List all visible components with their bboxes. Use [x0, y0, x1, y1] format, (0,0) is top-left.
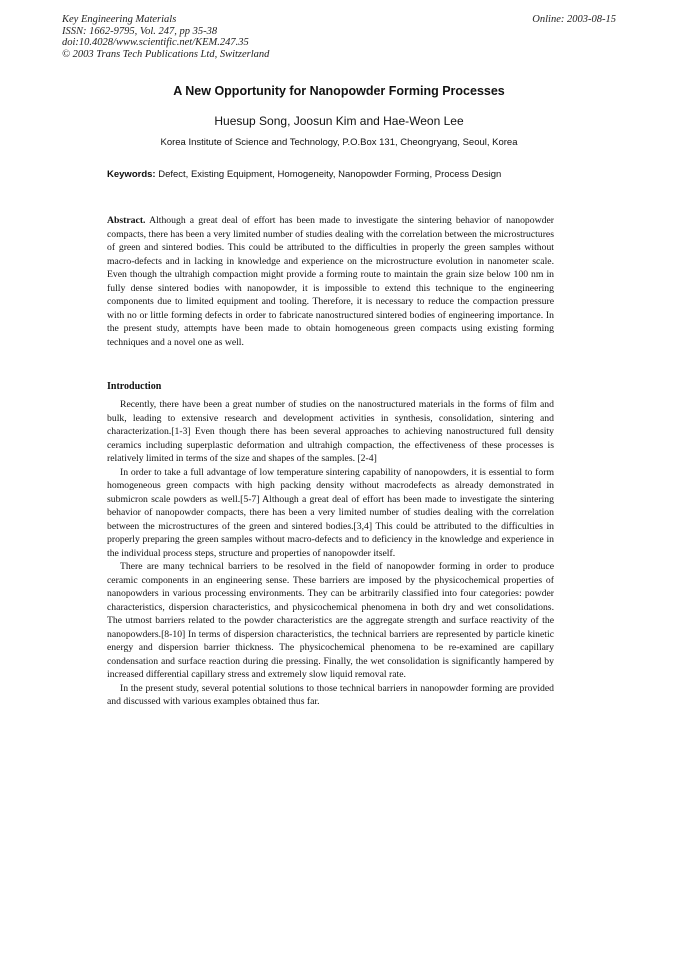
- abstract-text: Although a great deal of effort has been made to investigate the sintering behavior of nanopowder compacts, there has been a very limited number of studies dealing with the correlation between the microstructures of green and sintered bodies. This could be attributed to the difficulties in properly the green samples without macro-defects and in lacking in knowledge and experience on the microstructure evolution in nanometer scale. Even though the ultrahigh compaction might provide a forming route to maintain the grain size below 100 nm in fully dense sintered bodies with nanopowder, it is impossible to extend this technique to the engineering components due to limited equipment and tooling. Therefore, it is necessary to reduce the compaction pressure with no or little forming defects in order to fabricate nanostructured sintered bodies of engineering importance. In the present study, attempts have been made to obtain homogeneous green compacts using existing forming techniques and a novel one as well.: [107, 215, 554, 348]
- paper-affiliation: Korea Institute of Science and Technology, P.O.Box 131, Cheongryang, Seoul, Korea: [160, 137, 518, 148]
- introduction-body: [107, 398, 554, 709]
- paper-authors: Huesup Song, Joosun Kim and Hae-Weon Lee: [214, 114, 464, 128]
- abstract-label: Abstract.: [107, 215, 146, 226]
- keywords-text: Defect, Existing Equipment, Homogeneity, Nanopowder Forming, Process Design: [158, 169, 502, 180]
- keywords: [107, 169, 501, 180]
- online-date: Online: 2003-08-15: [532, 14, 616, 25]
- intro-paragraph: Recently, there have been a great number of studies on the nanostructured materials in the forms of film and bulk, leading to extensive research and development activities in synthesis, consolidation, sintering and characterization.[1-3] Even though there has been several approaches to achieving nanostructured full density ceramics including superplastic deformation and ultrahigh compaction, the effectiveness of these processes is relatively limited in terms of the size and shapes of the samples. [2-4]: [107, 399, 554, 464]
- copyright-line: © 2003 Trans Tech Publications Ltd, Switzerland: [62, 48, 270, 60]
- paper-title: A New Opportunity for Nanopowder Forming Processes: [173, 84, 505, 98]
- journal-name: Key Engineering Materials: [62, 14, 177, 25]
- journal-header: [62, 14, 269, 60]
- intro-paragraph: There are many technical barriers to be resolved in the field of nanopowder forming in order to produce ceramic components in an engineering sense. These barriers are imposed by the physicochemical properties of nanopowders in various processing environments. They can be arbitrarily classified into four categories: powder characteristics, dispersion characteristics, and physicochemical phenomena in both dry and wet consolidations. The utmost barriers related to the powder characteristics are the aggregate strength and surface reactivity of the nanopowders.[8-10] In terms of dispersion characteristics, the technical barriers are represented by particle kinetic energy and dispersion barrier thickness. The physicochemical phenomena to be re-examined are capillary condensation and surface reaction during die pressing. Finally, the wet consolidation is significantly hampered by increased differential capillary stress and extremely slow liquid removal rate.: [107, 561, 554, 680]
- intro-paragraph: In the present study, several potential solutions to those technical barriers in nanopowder forming are provided and discussed with various examples obtained thus far.: [107, 682, 554, 707]
- introduction-heading: Introduction: [107, 381, 162, 392]
- keywords-label: Keywords:: [107, 169, 156, 180]
- doi-line[interactable]: doi:10.4028/www.scientific.net/KEM.247.35: [62, 37, 249, 48]
- intro-paragraph: In order to take a full advantage of low temperature sintering capability of nanopowders, it is essential to form homogeneous green compacts with high packing density without macrodefects as already demonstrated in submicron scale powders as well.[5-7] Although a great deal of effort has been made to investigate the sintering behavior of nanopowder compacts, there has been a very limited number of studies dealing with the correlation between the microstructures of the green and sintered bodies.[3,4] This could be attributed to the difficulties in properly preparing the green samples without macro-defects and to deficiency in the knowledge and experience in the individual process steps, structure and properties of nanopowder itself.: [107, 466, 554, 559]
- issn-line: ISSN: 1662-9795, Vol. 247, pp 35-38: [62, 25, 218, 37]
- abstract: [107, 214, 554, 349]
